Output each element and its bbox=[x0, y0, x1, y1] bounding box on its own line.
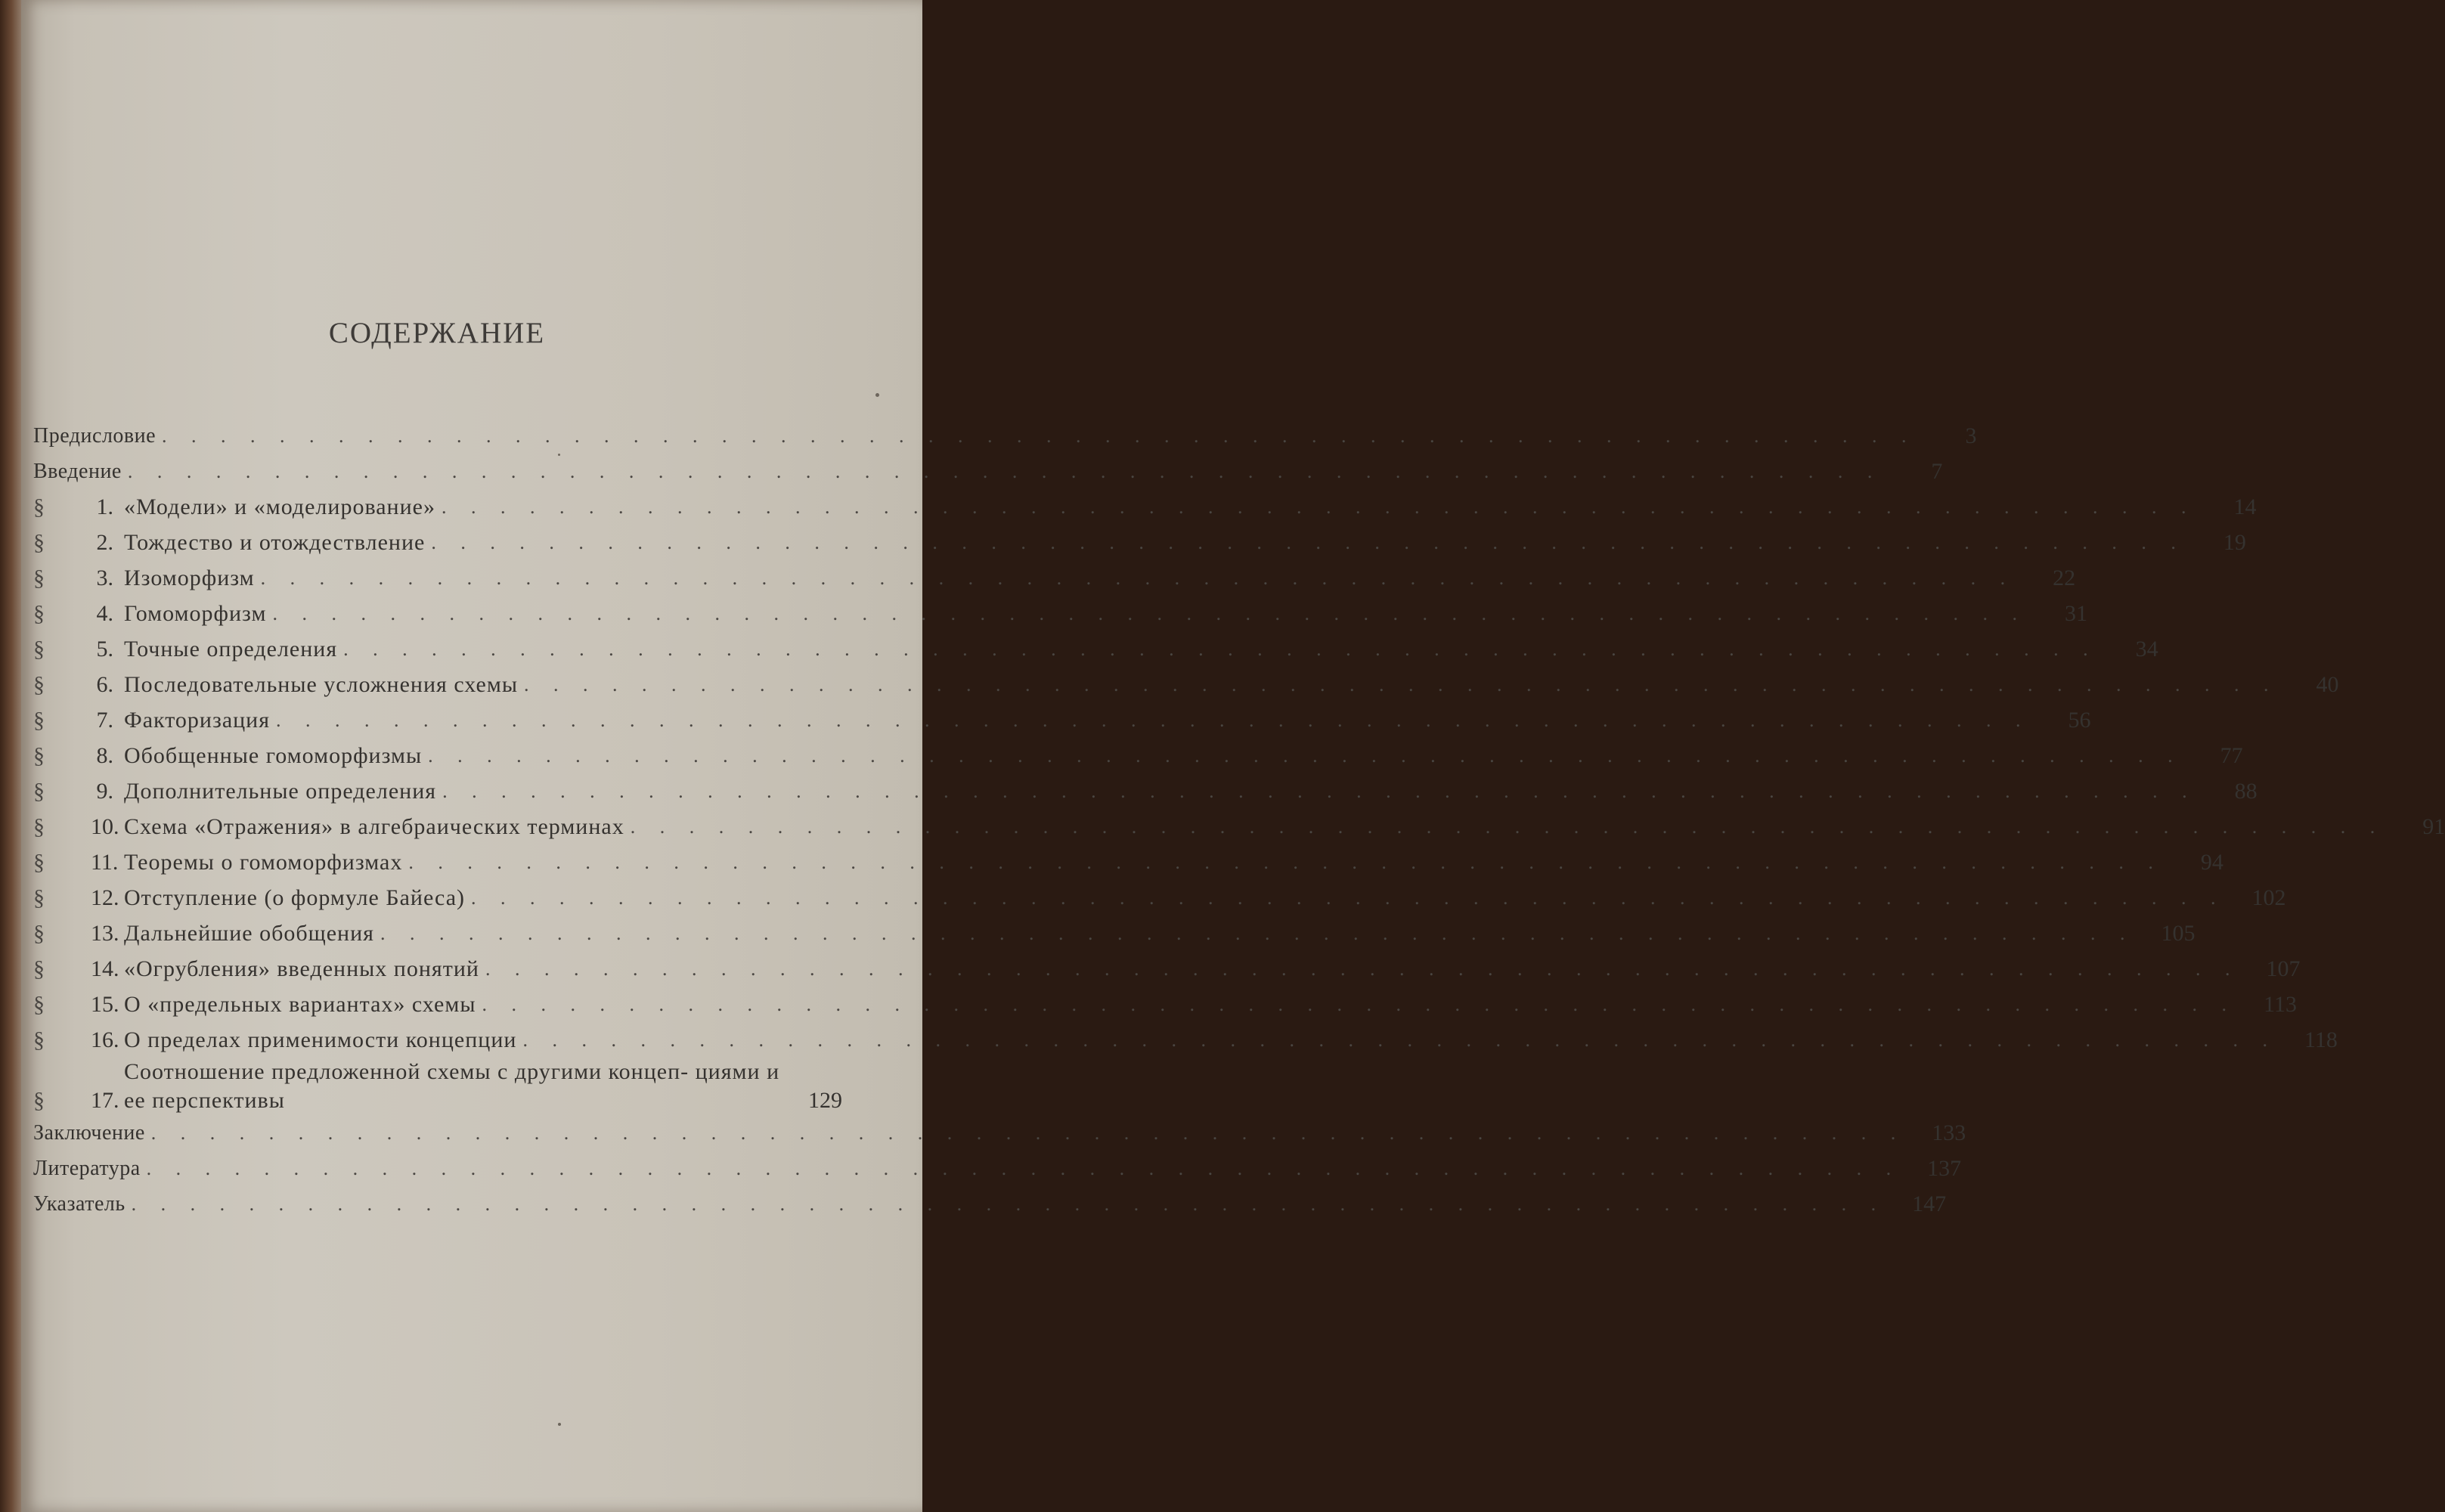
toc-entry-page: 31 bbox=[2064, 601, 2087, 626]
toc-entry-number: 10. bbox=[91, 814, 119, 839]
leader-dots bbox=[428, 738, 2183, 773]
toc-entry bbox=[33, 489, 2257, 525]
leader-dots bbox=[132, 1186, 1886, 1222]
toc-entry-page: 88 bbox=[2234, 779, 2258, 804]
toc-entry-page: 107 bbox=[2266, 956, 2301, 981]
section-sign: § bbox=[33, 885, 45, 910]
toc-entry-number: 6. bbox=[96, 672, 113, 697]
toc-entry-page: 22 bbox=[2053, 565, 2076, 590]
toc-entry bbox=[33, 1115, 1966, 1151]
toc-entry-label: Предисловие bbox=[33, 424, 156, 448]
toc-entry bbox=[33, 560, 2076, 596]
section-sign: § bbox=[33, 530, 45, 555]
toc-entry-page: 77 bbox=[2220, 743, 2243, 768]
toc-entry-number: 11. bbox=[91, 850, 119, 875]
section-sign: § bbox=[33, 672, 45, 697]
leader-dots bbox=[128, 454, 1883, 489]
toc-entry-page: 19 bbox=[2223, 530, 2246, 555]
toc-entry-page: 3 bbox=[1965, 423, 1977, 448]
toc-entry-number: 15. bbox=[91, 992, 119, 1017]
toc-entry-label: Точные определения bbox=[124, 637, 338, 662]
toc-entry-label: Схема «Отражения» в алгебраических терминах bbox=[124, 814, 624, 839]
toc-entry-page: 105 bbox=[2161, 921, 2196, 946]
toc-entry-page: 118 bbox=[2304, 1027, 2338, 1052]
section-sign: § bbox=[33, 743, 45, 768]
toc-entry-page: 133 bbox=[1932, 1120, 1966, 1145]
section-sign: § bbox=[33, 992, 45, 1017]
section-sign: § bbox=[33, 494, 45, 519]
toc-entry-label: Введение bbox=[33, 460, 122, 483]
toc-entry-number: 9. bbox=[96, 779, 113, 804]
toc-entry-label: Изоморфизм bbox=[124, 565, 255, 590]
leader-dots bbox=[261, 560, 2016, 596]
toc-entry-page: 91 bbox=[2422, 814, 2445, 839]
toc-entry-label: Указатель bbox=[33, 1192, 126, 1216]
toc-entry-number: 5. bbox=[96, 637, 113, 662]
toc-entry-label: Отступление (о формуле Байеса) bbox=[124, 885, 466, 910]
toc-entry-number: 16. bbox=[91, 1027, 119, 1052]
paper-speck bbox=[558, 454, 560, 456]
section-sign: § bbox=[33, 921, 45, 946]
leader-dots bbox=[522, 1022, 2277, 1058]
toc-entry-page: 147 bbox=[1912, 1191, 1947, 1216]
leader-dots bbox=[343, 631, 2098, 667]
page-title: СОДЕРЖАНИЕ bbox=[328, 317, 546, 349]
toc-entry-page: 137 bbox=[1927, 1156, 1962, 1181]
section-sign: § bbox=[33, 814, 45, 839]
toc-entry-label: Соотношение предложенной схемы с другими концеп- циями и ее перспективы bbox=[124, 1059, 780, 1113]
toc-entry-number: 4. bbox=[96, 601, 113, 626]
toc-entry bbox=[33, 418, 1977, 454]
toc-entry bbox=[33, 738, 2243, 773]
toc-entry-label: Гомоморфизм bbox=[124, 601, 267, 626]
leader-dots bbox=[524, 667, 2279, 702]
toc-entry bbox=[33, 916, 2196, 951]
paper-speck bbox=[558, 1423, 561, 1426]
toc-entry-page: 7 bbox=[1931, 459, 1943, 484]
leader-dots bbox=[276, 702, 2031, 738]
toc-entry-label: Теоремы о гомоморфизмах bbox=[124, 850, 403, 875]
toc-entry bbox=[33, 951, 2301, 987]
section-sign: § bbox=[33, 565, 45, 590]
section-sign: § bbox=[33, 601, 45, 626]
section-sign: § bbox=[33, 850, 45, 875]
leader-dots bbox=[485, 951, 2240, 987]
leader-dots bbox=[408, 844, 2163, 880]
book-page bbox=[21, 0, 2445, 1512]
toc-entry bbox=[33, 525, 2246, 560]
toc-entry-number: 14. bbox=[91, 956, 119, 981]
section-sign: § bbox=[33, 637, 45, 662]
paper-speck bbox=[875, 393, 879, 397]
toc-entry-number: 8. bbox=[96, 743, 113, 768]
toc-entry-label: Тождество и отождествление bbox=[124, 530, 426, 555]
toc-entry-page: 94 bbox=[2200, 850, 2223, 875]
toc-entry bbox=[33, 1151, 1962, 1186]
leader-dots bbox=[442, 489, 2196, 525]
toc-entry-label: «Модели» и «моделирование» bbox=[124, 494, 435, 519]
toc-entry bbox=[33, 773, 2258, 809]
toc-entry bbox=[33, 631, 2158, 667]
toc-entry-number: 3. bbox=[96, 565, 113, 590]
section-sign: § bbox=[33, 1088, 45, 1113]
toc-entry-label: Заключение bbox=[33, 1121, 145, 1145]
toc-entry bbox=[33, 702, 2091, 738]
toc-entry-label: «Огрубления» введенных понятий bbox=[124, 956, 479, 981]
leader-dots bbox=[482, 987, 2237, 1022]
toc-entry bbox=[33, 596, 2087, 631]
leader-dots bbox=[431, 525, 2186, 560]
section-sign: § bbox=[33, 956, 45, 981]
toc-entry-page: 129 bbox=[808, 1088, 842, 1113]
toc-entry-page: 113 bbox=[2264, 992, 2298, 1017]
section-sign: § bbox=[33, 708, 45, 733]
toc-entry-label: Последовательные усложнения схемы bbox=[124, 672, 518, 697]
toc-entry-page: 14 bbox=[2233, 494, 2257, 519]
leader-dots bbox=[147, 1151, 1901, 1186]
toc-entry-number: 1. bbox=[96, 494, 113, 519]
toc-entry-label: Обобщенные гомоморфизмы bbox=[124, 743, 423, 768]
toc-entry-page: 40 bbox=[2316, 672, 2339, 697]
leader-dots bbox=[151, 1115, 1906, 1151]
toc-entry-number: 7. bbox=[96, 708, 113, 733]
toc-entry-number: 2. bbox=[96, 530, 113, 555]
toc-entry bbox=[33, 1022, 2338, 1058]
toc-entry bbox=[33, 1058, 842, 1115]
toc-entry bbox=[33, 809, 2445, 844]
toc-entry bbox=[33, 987, 2298, 1022]
toc-entry bbox=[33, 844, 2223, 880]
toc-entry bbox=[33, 880, 2286, 916]
toc-entry-page: 34 bbox=[2135, 637, 2158, 662]
toc-entry bbox=[33, 1186, 1947, 1222]
leader-dots bbox=[442, 773, 2197, 809]
toc-entry-label: О пределах применимости концепции bbox=[124, 1027, 517, 1052]
leader-dots bbox=[631, 809, 2385, 844]
toc-entry-number: 17. bbox=[91, 1088, 119, 1113]
toc-entry-label: Дополнительные определения bbox=[124, 779, 437, 804]
toc-entry-label: Факторизация bbox=[124, 708, 271, 733]
toc-entry-label: О «предельных вариантах» схемы bbox=[124, 992, 476, 1017]
leader-dots bbox=[380, 916, 2135, 951]
section-sign: § bbox=[33, 779, 45, 804]
toc-entry-page: 56 bbox=[2068, 708, 2091, 733]
table-of-contents bbox=[33, 418, 2445, 1222]
section-sign: § bbox=[33, 1027, 45, 1052]
toc-entry bbox=[33, 454, 1943, 489]
leader-dots bbox=[272, 596, 2027, 631]
toc-entry-label: Литература bbox=[33, 1157, 141, 1180]
leader-dots bbox=[471, 880, 2226, 916]
toc-entry-number: 13. bbox=[91, 921, 119, 946]
leader-dots bbox=[162, 418, 1917, 454]
toc-entry-number: 12. bbox=[91, 885, 119, 910]
book-spine-shadow bbox=[0, 0, 21, 1512]
toc-entry-page: 102 bbox=[2251, 885, 2286, 910]
toc-entry bbox=[33, 667, 2339, 702]
toc-entry-label: Дальнейшие обобщения bbox=[124, 921, 374, 946]
